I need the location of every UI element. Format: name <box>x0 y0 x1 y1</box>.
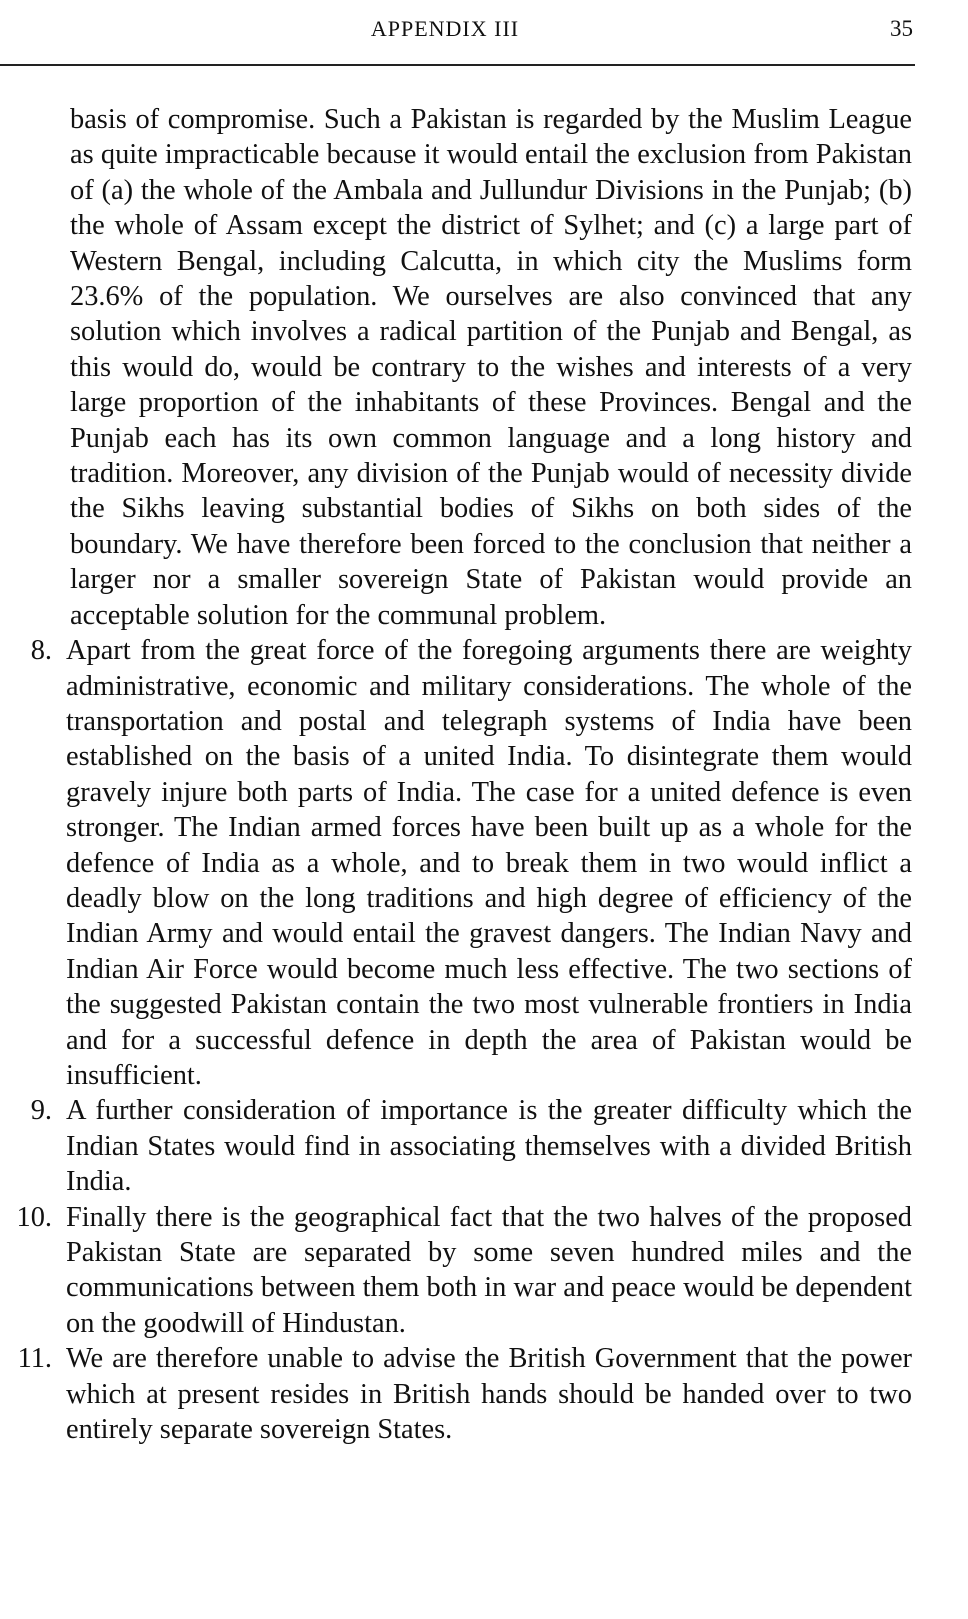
paragraph-number: 8. <box>30 635 52 667</box>
paragraph-text: A further consideration of importance is the greater difficulty which the Indian States would find in associating themselves with a divided British India. <box>66 1095 912 1198</box>
paragraph-11 <box>0 1341 968 1447</box>
paragraph-number: 9. <box>30 1095 52 1127</box>
paragraph-number: 11. <box>17 1343 52 1375</box>
page-header <box>0 12 968 48</box>
paragraph-10 <box>0 1200 968 1342</box>
paragraph-text: basis of compromise. Such a Pakistan is regarded by the Muslim League as quite impracticable because it would entail the exclusion from Pakistan of (a) the whole of the Ambala and Jullundur Divisions in the Punjab; (b) the whole of Assam except the district of Sylhet; and (c) a large part of Western Bengal, including Calcutta, in which city the Muslims form 23.6% of the population. We ourselves are also convinced that any solution which involves a radical partition of the Punjab and Bengal, as this would do, would be contrary to the wishes and interests of a very large proportion of the inhabitants of these Provinces. Bengal and the Punjab each has its own common language and a long history and tradition. Moreover, any division of the Punjab would of necessity divide the Sikhs leaving substantial bodies of Sikhs on both sides of the boundary. We have therefore been forced to the conclusion that neither a larger nor a smaller sovereign State of Pakistan would provide an acceptable solution for the communal problem. <box>70 104 912 631</box>
page-body <box>0 102 968 1447</box>
paragraph-text: Finally there is the geographical fact that the two halves of the proposed Pakistan State are separated by some seven hundred miles and the communications between them both in war and peace would be dependent on the goodwill of Hindustan. <box>66 1201 912 1339</box>
paragraph-text: We are therefore unable to advise the British Government that the power which at present resides in British hands should be handed over to two entirely separate sovereign States. <box>66 1343 912 1446</box>
paragraph-continued <box>0 102 968 633</box>
page-number: 35 <box>890 16 913 41</box>
paragraph-number: 10. <box>16 1201 52 1233</box>
header-rule <box>0 64 915 66</box>
paragraph-8 <box>0 633 968 1093</box>
paragraph-text: Apart from the great force of the foregoing arguments there are weighty administrative, economic and military considerations. The whole of the transportation and postal and telegraph systems of India have been established on the basis of a united India. To disintegrate them would gravely injure both parts of India. The case for a united defence is even stronger. The Indian armed forces have been built up as a whole for the defence of India as a whole, and to break them in two would inflict a deadly blow on the long traditions and high degree of efficiency of the Indian Army and would entail the gravest dangers. The Indian Navy and Indian Air Force would become much less effective. The two sections of the suggested Pakistan contain the two most vulnerable frontiers in India and for a successful defence in depth the area of Pakistan would be insufficient. <box>66 635 912 1091</box>
paragraph-9 <box>0 1093 968 1199</box>
running-title: APPENDIX III <box>370 16 520 41</box>
